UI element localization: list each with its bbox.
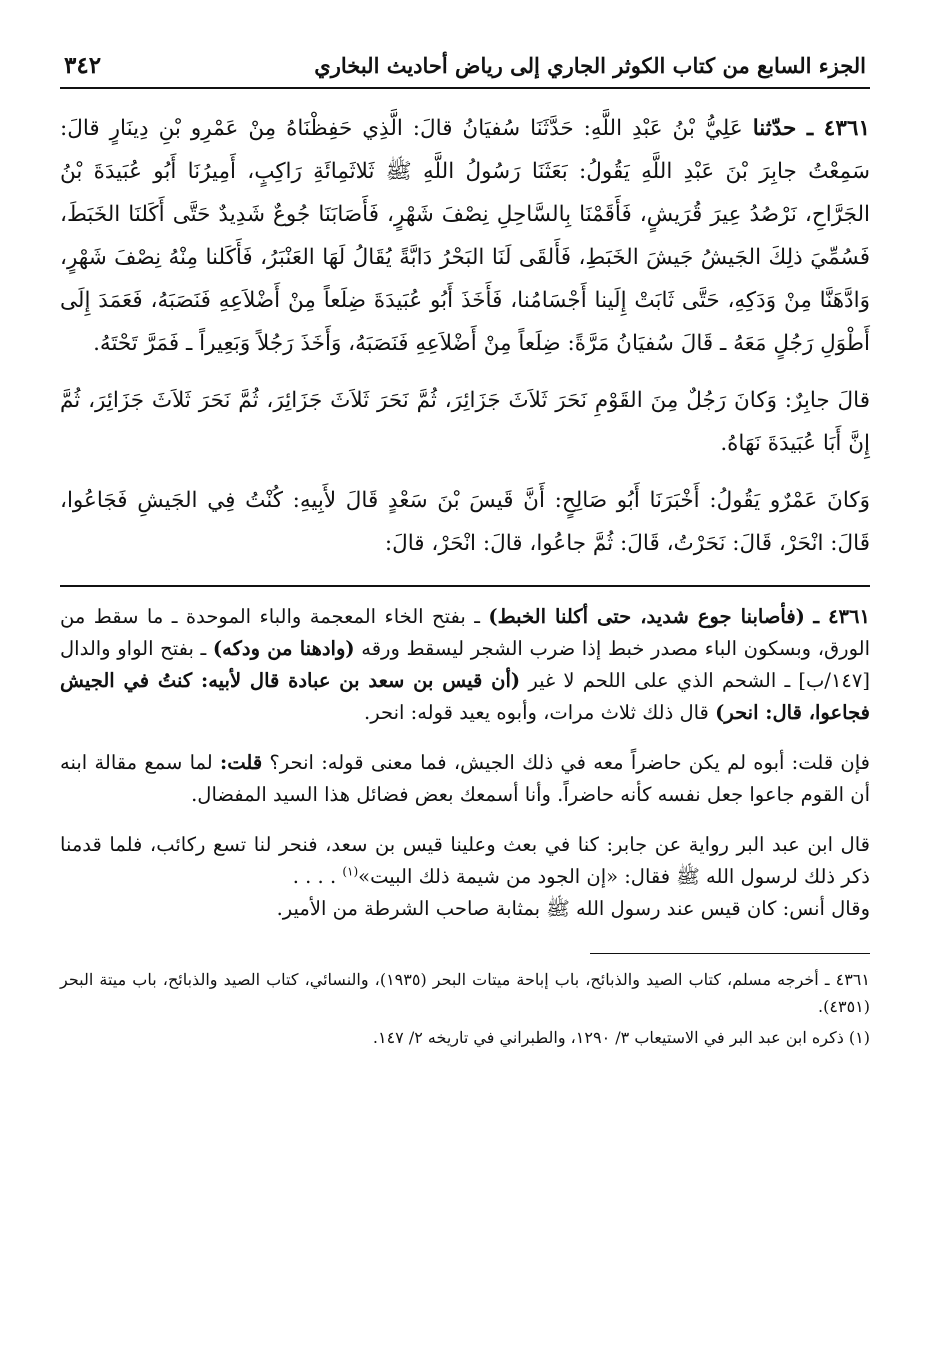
hadith-paragraph-jabir: قالَ جابِرٌ: وَكانَ رَجُلٌ مِنَ القَوْمِ نَحَرَ ثَلاَثَ جَزَائِرَ، ثُمَّ نَحَرَ ثَلاَثَ جَزَائِرَ، ثُمَّ نَحَرَ ثَلاَثَ جَزَائِرَ، ثُمَّ إِنَّ أَبَا عُبَيدَةَ نَهَاهُ.	[60, 388, 870, 456]
hadith-number-lead: ٤٣٦١ ـ حدّثنا	[752, 116, 870, 141]
commentary-quote-2: (وادهنا من ودكه)	[212, 637, 355, 660]
hadith-body: عَلِيُّ بْنُ عَبْدِ اللَّهِ: حَدَّثَنَا سُفيَانُ قالَ: الَّذِي حَفِظْنَاهُ مِنْ عَمْرِو بْنِ دِينَارٍ قالَ: سَمِعْتُ جابِرَ بْنَ عَبْدِ اللَّهِ يَقُولُ: بَعَثَنَا رَسُولُ اللَّهِ ﷺ ثَلاثَمِائَةِ رَاكِبٍ، أَمِيرُنَا أَبُو عُبَيدَةَ بْنُ الجَرَّاحِ، نَرْصُدُ عِيرَ قُرَيشٍ، فَأَقَمْنَا بِالسَّاحِلِ نِصْفَ شَهْرٍ، فَأَصَابَنَا جُوعٌ شَدِيدٌ حَتَّى أَكَلنَا الخَبَطَ، فَسُمِّيَ ذلِكَ الجَيشُ جَيشَ الخَبَطِ، فَأَلقَى لَنَا البَحْرُ دَابَّةً يُقَالُ لَهَا العَنْبَرُ، فَأَكَلنا مِنْهُ نِصْفَ شَهْرٍ، وَادَّهَنَّا مِنْ وَدَكِهِ، حَتَّى ثَابَتْ إِلَينا أَجْسَامُنا، فَأَخَذَ أَبُو عُبَيدَةَ ضِلَعاً مِنْ أَضْلاَعِهِ فَنَصَبَهُ، فَعَمَدَ إِلَى أَطْوَلِ رَجُلٍ مَعَهُ ـ قَالَ سُفيَانُ مَرَّةً: ضِلَعاً مِنْ أَضْلاَعِهِ فَنَصَبَهُ، وَأَخَذَ رَجُلاً وَبَعِيراً ـ فَمَرَّ تَحْتَهُ.	[60, 116, 870, 356]
hadith-paragraph-amr: وَكانَ عَمْرٌو يَقُولُ: أَخْبَرَنَا أَبُو صَالِحٍ: أَنَّ قَيسَ بْنَ سَعْدٍ قَالَ لأَبِيهِ: كُنْتُ فِي الجَيشِ فَجَاعُوا، قَالَ: انْحَرْ، قَالَ: نَحَرْتُ، قَالَ: ثُمَّ جاعُوا، قالَ: انْحَرْ، قالَ:	[60, 488, 870, 556]
commentary-answer: لما سمع مقالة ابنه أن القوم جاعوا جعل نفسه كأنه حاضراً. وأنا أسمعك بعض فضائل هذا السيد المفضال.	[60, 751, 870, 806]
hadith-main-text	[60, 107, 870, 365]
commentary-quote-1: (فأصابنا جوع شديد، حتى أكلنا الخبط)	[488, 605, 805, 628]
footnote-reference: (١)	[342, 864, 359, 879]
commentary-text-3: قال ذلك ثلاث مرات، وأبوه يعيد قوله: انحر.	[364, 701, 709, 724]
commentary-paragraph-3	[60, 829, 870, 925]
commentary-paragraph-1	[60, 601, 870, 729]
commentary-anas: وقال أنس: كان قيس عند رسول الله ﷺ بمثابة صاحب الشرطة من الأمير.	[276, 897, 870, 920]
commentary-quote-3: (أن قيس بن سعد بن عبادة قال لأبيه: كنتُ في الجيش فجاعوا، قال: انحر)	[60, 669, 870, 724]
commentary-answer-label: قلت:	[220, 751, 263, 774]
commentary-ellipsis: . . . .	[292, 865, 337, 888]
commentary-number: ٤٣٦١ ـ	[813, 605, 870, 628]
footnote-divider	[590, 953, 870, 954]
commentary-ibn-abd-albarr: قال ابن عبد البر رواية عن جابر: كنا في بعث وعلينا قيس بن سعد، فنحر لنا تسع ركائب، فلما قدمنا ذكر ذلك لرسول الله ﷺ فقال: «إن الجود من شيمة ذلك البيت»	[60, 833, 870, 888]
commentary-text-2: ـ بفتح الواو والدال [١٤٧/ب] ـ الشحم الذي على اللحم لا غير	[60, 637, 870, 692]
running-title: الجزء السابع من كتاب الكوثر الجاري إلى رياض أحاديث البخاري	[314, 53, 866, 78]
commentary-text-1: ـ بفتح الخاء المعجمة والباء الموحدة ـ ما سقط من الورق، وبسكون الباء مصدر خبط إذا ضرب الشجر ليسقط ورقه	[60, 605, 871, 660]
page-number: ٣٤٢	[64, 52, 102, 79]
book-page	[60, 52, 870, 1051]
commentary-divider	[60, 585, 870, 587]
commentary-question: فإن قلت: أبوه لم يكن حاضراً معه في ذلك الجيش، فما معنى قوله: انحر؟	[269, 751, 870, 774]
footnote-1: (١) ذكره ابن عبد البر في الاستيعاب ٣/ ١٢٩٠، والطبراني في تاريخه ٢/ ١٤٧.	[372, 1028, 870, 1047]
footnote-takhrij: ٤٣٦١ ـ أخرجه مسلم، كتاب الصيد والذبائح، باب إباحة ميتات البحر (١٩٣٥)، والنسائي، كتاب الصيد والذبائح، باب ميتة البحر (٤٣٥١).	[60, 970, 870, 1016]
running-header	[60, 52, 870, 89]
commentary-paragraph-2	[60, 747, 870, 811]
